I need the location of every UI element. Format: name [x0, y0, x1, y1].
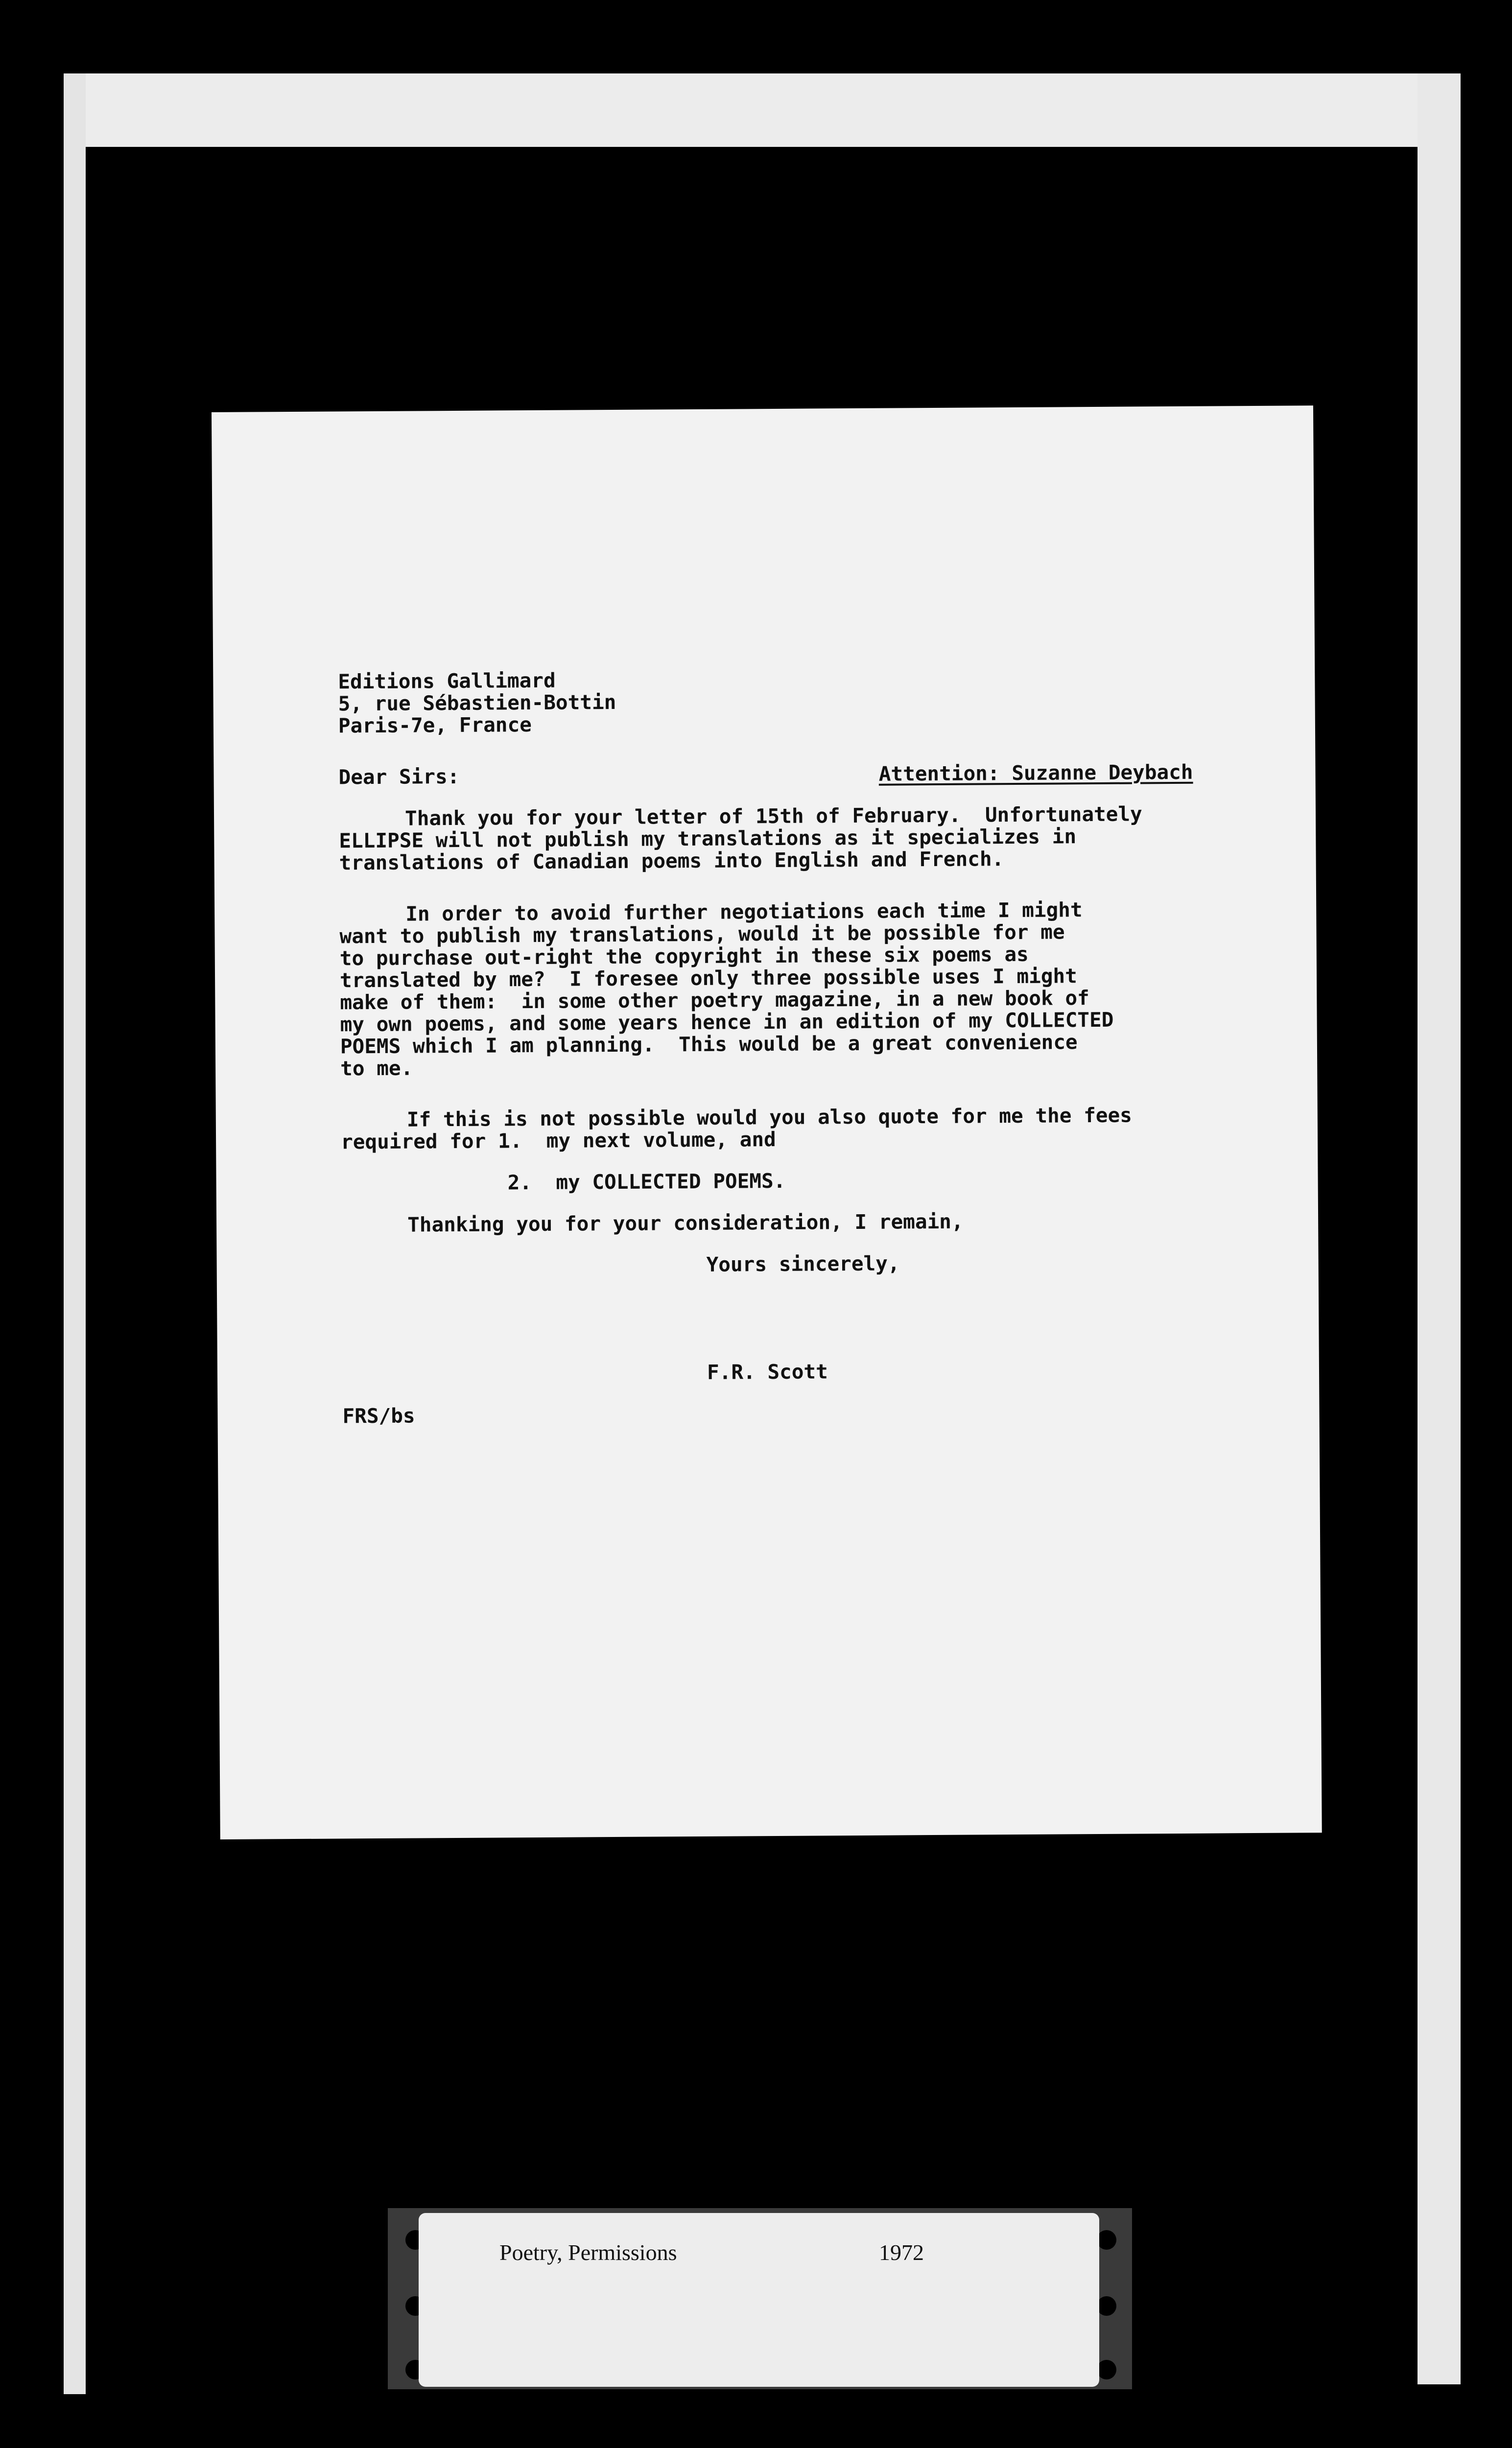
address-line: Editions Gallimard: [338, 668, 556, 694]
paragraph-line: If this is not possible would you also quote for me the fees: [406, 1103, 1132, 1131]
attention-line: Attention: Suzanne Deybach: [878, 760, 1193, 786]
typist-initials: FRS/bs: [342, 1404, 415, 1428]
salutation-row: [338, 761, 1193, 789]
paragraph-line: required for 1. my next volume, and: [340, 1127, 776, 1154]
address-line: 5, rue Sébastien-Bottin: [338, 690, 616, 716]
paragraph-line: In order to avoid further negotiations each time I might: [405, 898, 1083, 926]
paragraph-line: POEMS which I am planning. This would be a great convenience: [340, 1030, 1078, 1059]
paragraph-line: make of them: in some other poetry magazine, in a new book of: [340, 986, 1089, 1014]
signature: F.R. Scott: [707, 1360, 828, 1384]
paragraph-line: my own poems, and some years hence in an edition of my COLLECTED: [340, 1008, 1114, 1036]
film-border-top: [64, 73, 1461, 147]
recipient-address: [338, 665, 1315, 737]
paragraph-2: [339, 897, 1317, 1080]
thanks-line: Thanking you for your consideration, I remain,: [407, 1209, 964, 1237]
paragraph-line: translations of Canadian poems into English and French.: [339, 847, 1004, 875]
film-border-right: [1418, 73, 1461, 2384]
paragraph-line: to purchase out-right the copyright in these six poems as: [339, 942, 1029, 970]
film-border-left: [64, 73, 86, 2394]
film-hole: [1097, 2230, 1116, 2250]
letter-sheet: [212, 405, 1322, 1839]
paragraph-line: to me.: [340, 1056, 413, 1081]
closing: Yours sincerely,: [706, 1251, 900, 1276]
salutation: Dear Sirs:: [338, 764, 460, 789]
card-year: 1972: [879, 2240, 924, 2265]
paragraph-line: translated by me? I foresee only three possible uses I might: [339, 964, 1077, 992]
card-subject: Poetry, Permissions: [499, 2240, 677, 2265]
list-item-2: 2. my COLLECTED POEMS.: [507, 1169, 786, 1195]
film-hole: [1097, 2360, 1116, 2379]
paragraph-line: want to publish my translations, would it be possible for me: [339, 920, 1065, 948]
paragraph-1: [339, 802, 1316, 874]
paragraph-line: ELLIPSE will not publish my translations as it specializes in: [339, 824, 1077, 853]
paragraph-3: [341, 1103, 1318, 1153]
film-hole: [1097, 2296, 1116, 2316]
paragraph-line: Thank you for your letter of 15th of February. Unfortunately: [404, 802, 1142, 830]
address-line: Paris-7e, France: [338, 713, 532, 738]
